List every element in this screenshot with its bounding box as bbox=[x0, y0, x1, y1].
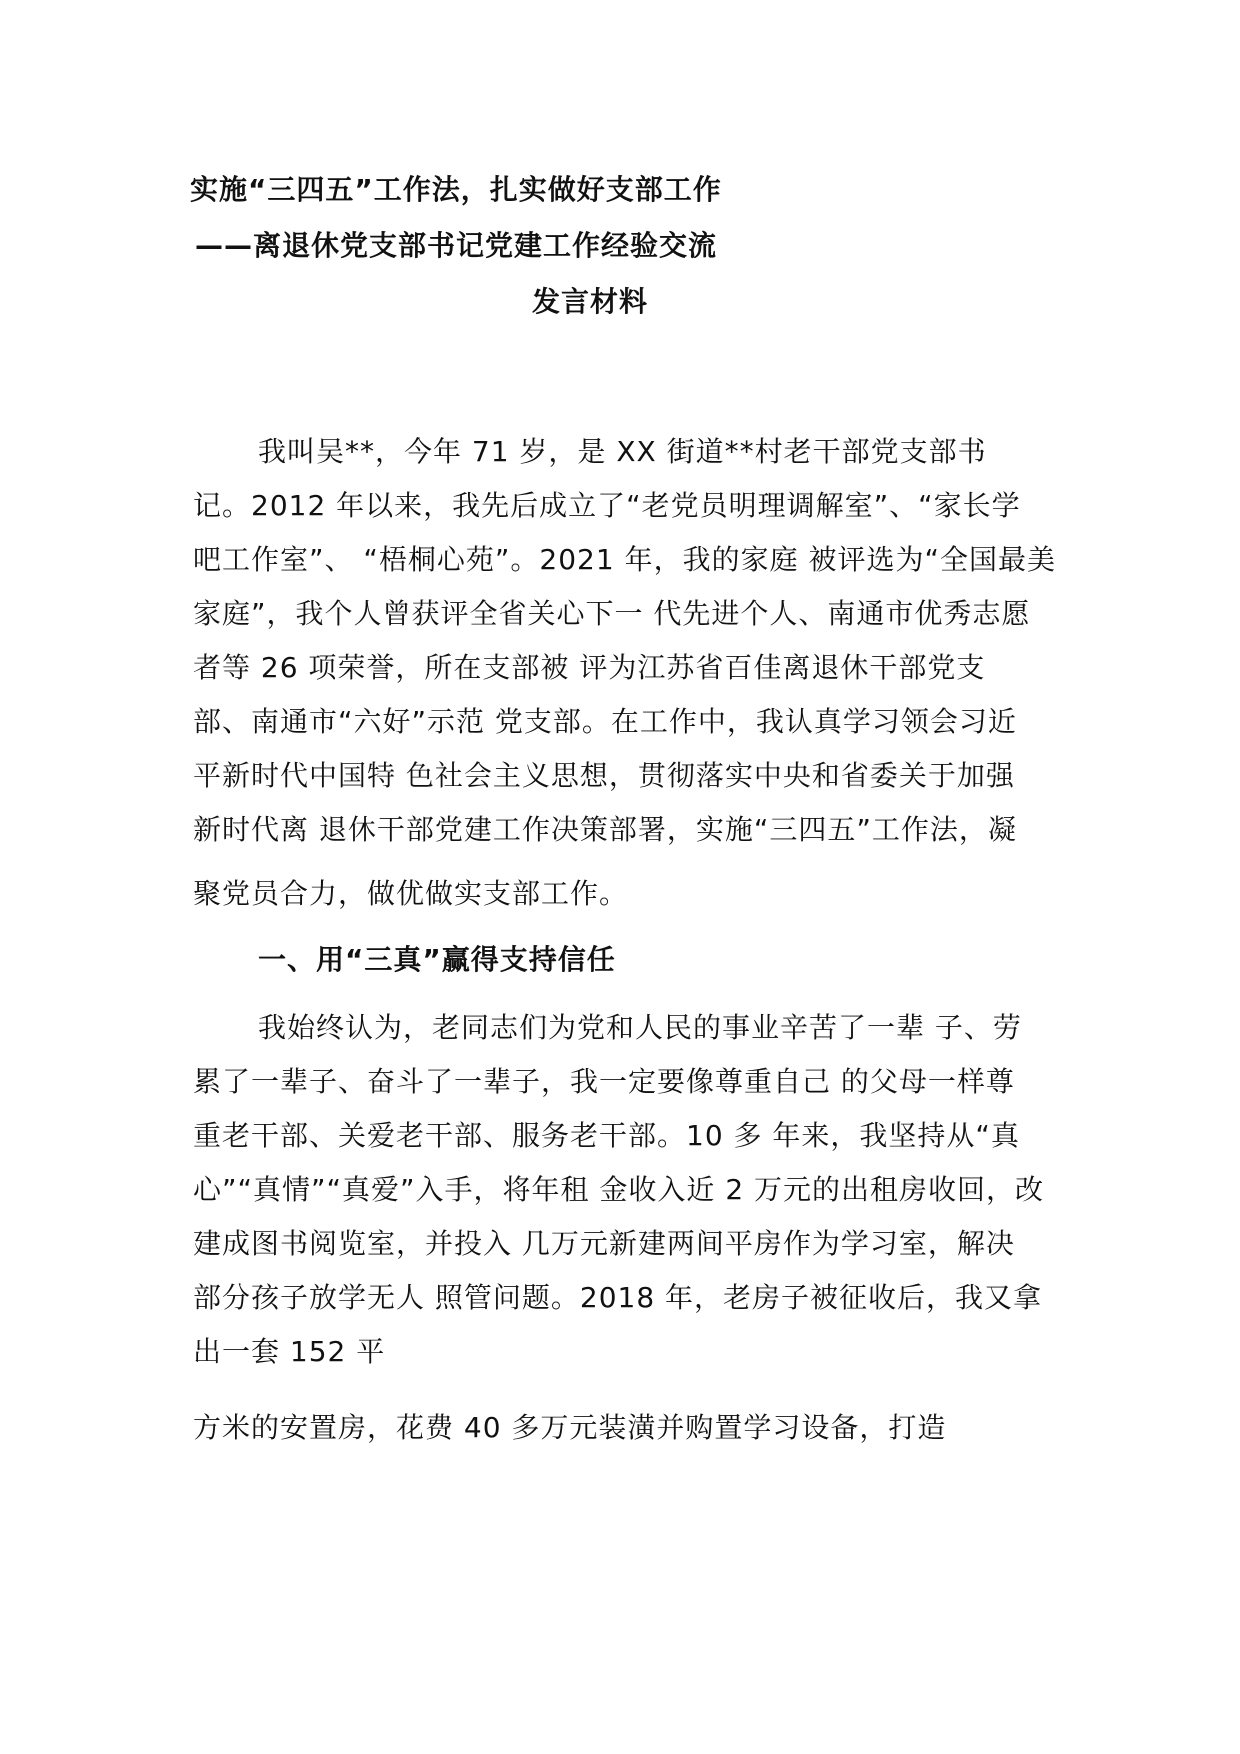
paragraph-line: 部分孩子放学无人 照管问题。2018 年，老房子被征收后，我又拿 bbox=[193, 1281, 1043, 1314]
paragraph-line: 家庭”，我个人曾获评全省关心下一 代先进个人、南通市优秀志愿 bbox=[193, 597, 1031, 630]
paragraph-line: 我叫吴**，今年 71 岁，是 XX 街道**村老干部党支部书 bbox=[258, 435, 987, 468]
paragraph-line: 者等 26 项荣誉，所在支部被 评为江苏省百佳离退休干部党支 bbox=[193, 651, 986, 684]
document-title: 实施“三四五”工作法，扎实做好支部工作 bbox=[190, 173, 722, 206]
paragraph-line: 出一套 152 平 bbox=[193, 1335, 386, 1368]
paragraph-line: 重老干部、关爱老干部、服务老干部。10 多 年来，我坚持从“真 bbox=[193, 1119, 1020, 1152]
paragraph-line: 吧工作室”、 “梧桐心苑”。2021 年，我的家庭 被评选为“全国最美 bbox=[193, 543, 1056, 576]
paragraph-line: 心”“真情”“真爱”入手，将年租 金收入近 2 万元的出租房收回，改 bbox=[193, 1173, 1045, 1206]
paragraph-line: 平新时代中国特 色社会主义思想，贯彻落实中央和省委关于加强 bbox=[193, 759, 1015, 792]
paragraph-line: 方米的安置房，花费 40 多万元装潢并购置学习设备，打造 bbox=[193, 1411, 947, 1444]
paragraph-line: 聚党员合力，做优做实支部工作。 bbox=[193, 877, 629, 910]
section-heading: 一、用“三真”赢得支持信任 bbox=[258, 943, 616, 976]
paragraph-line: 记。2012 年以来，我先后成立了“老党员明理调解室”、“家长学 bbox=[193, 489, 1021, 522]
paragraph-line: 我始终认为，老同志们为党和人民的事业辛苦了一辈 子、劳 bbox=[258, 1011, 1022, 1044]
paragraph-line: 新时代离 退休干部党建工作决策部署，实施“三四五”工作法，凝 bbox=[193, 813, 1017, 846]
paragraph-line: 部、南通市“六好”示范 党支部。在工作中，我认真学习领会习近 bbox=[193, 705, 1017, 738]
document-subtitle-2: 发言材料 bbox=[532, 285, 649, 318]
document-subtitle: ——离退休党支部书记党建工作经验交流 bbox=[195, 229, 718, 262]
paragraph-line: 累了一辈子、奋斗了一辈子，我一定要像尊重自己 的父母一样尊 bbox=[193, 1065, 1015, 1098]
paragraph-line: 建成图书阅览室，并投入 几万元新建两间平房作为学习室，解决 bbox=[193, 1227, 1015, 1260]
